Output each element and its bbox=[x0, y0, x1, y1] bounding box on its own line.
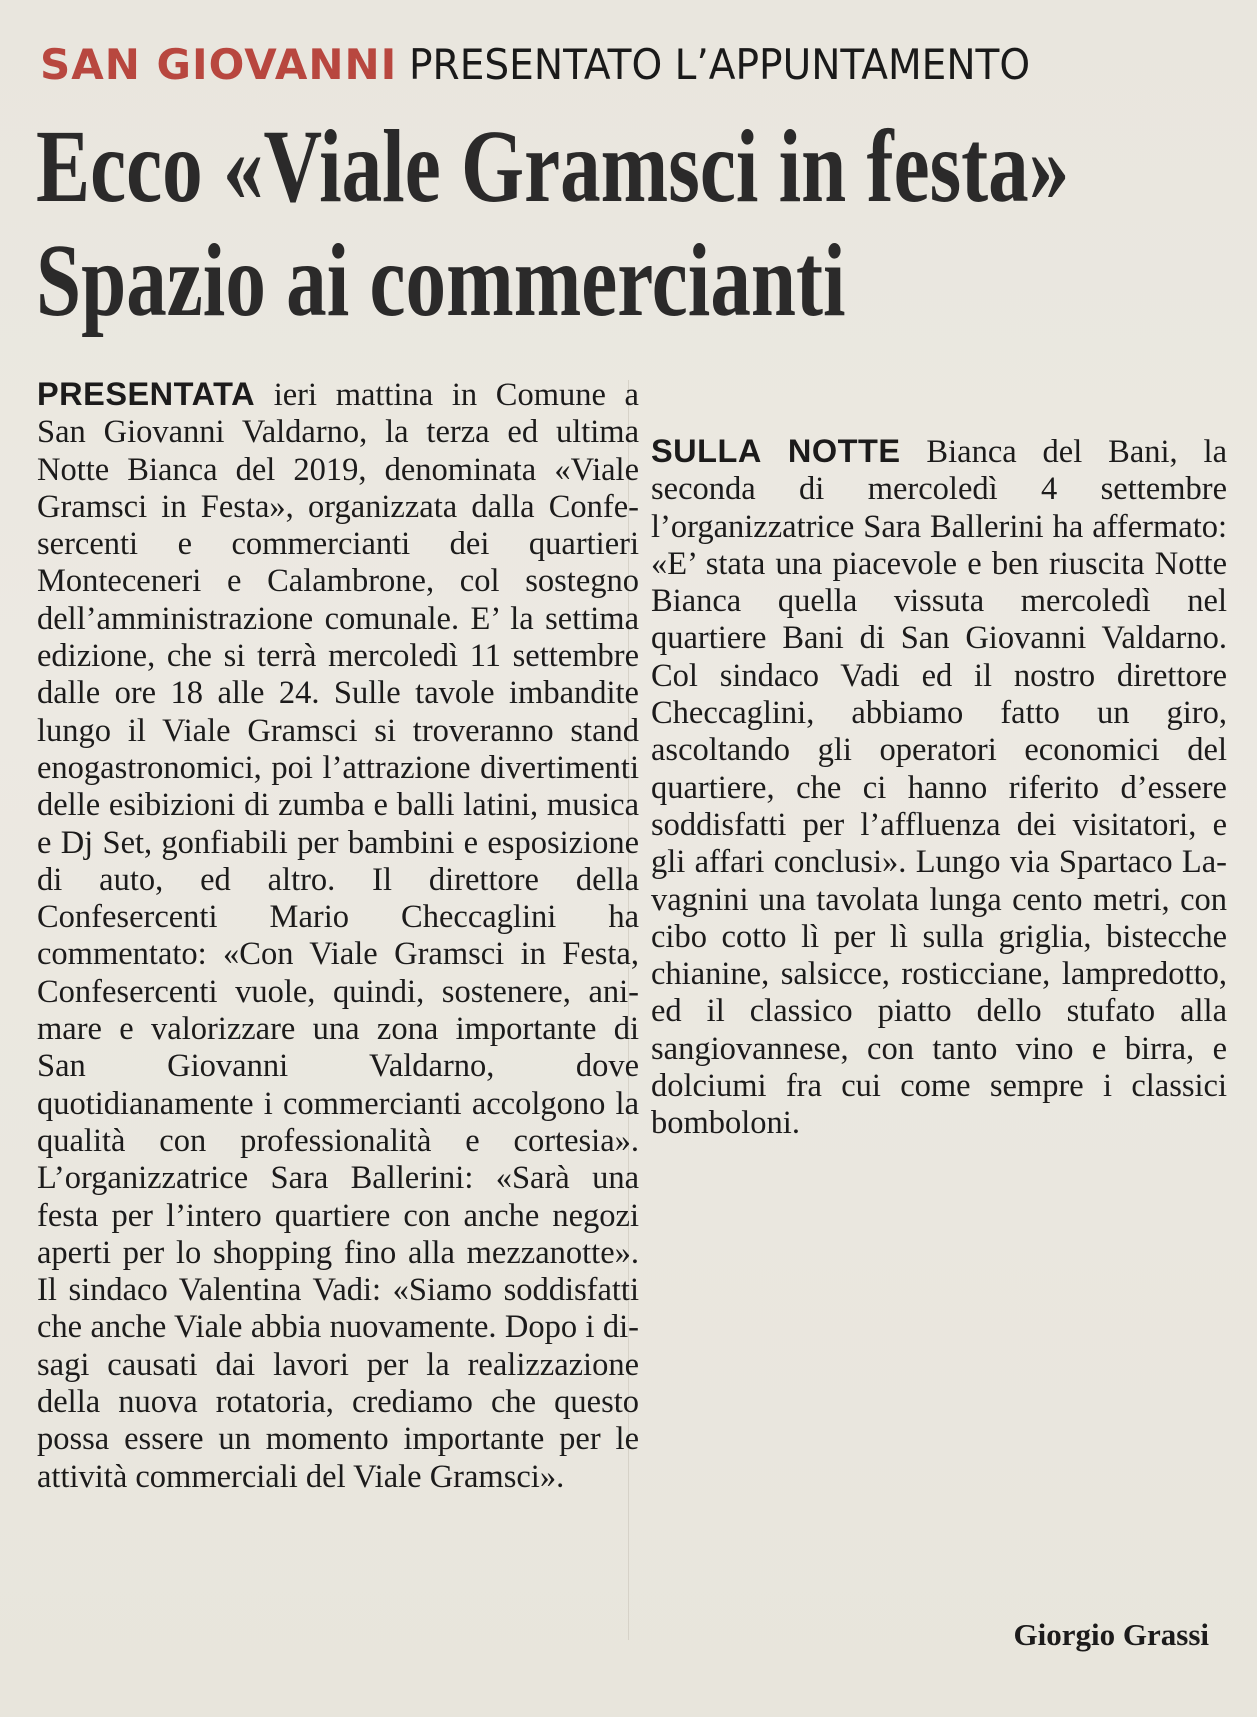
kicker-location: SAN GIOVANNI bbox=[40, 40, 398, 89]
article-paragraph-2 bbox=[651, 433, 1227, 1143]
article-paragraph-1 bbox=[37, 376, 639, 1496]
paragraph-2-lead: SULLA NOTTE bbox=[651, 433, 901, 469]
paragraph-1-text: ieri mattina in Comune a San Giovanni Valdarno, la terza ed ultima Notte Bianca del 2019, denominata «Viale Gramsci in Festa», organizzata dalla Confesercenti e commercianti dei quartieri Monteceneri e Calambrone, col sostegno dell’amministrazione comunale. E’ la settima edizione, che si terrà mercoledì 11 settembre dalle ore 18 alle 24. Sulle tavole imbandite lungo il Viale Gramsci si troveranno stand enogastronomici, poi l’attrazione divertimenti delle esibizioni di zumba e balli latini, musica e Dj Set, gonfiabili per bambini e esposizione di auto, ed altro. Il direttore della Confesercenti Mario Checcaglini ha commentato: «Con Viale Gramsci in Festa, Confesercenti vuole, quindi, sostenere, animare e valorizzare una zona importante di San Giovanni Valdarno, dove quotidianamente i commercianti accolgono la qualità con professionalità e cortesia». L’organizzatrice Sara Ballerini: «Sarà una festa per l’intero quartiere con anche negozi aperti per lo shopping fino alla mezzanotte». Il sindaco Valentina Vadi: «Siamo soddisfatti che anche Viale abbia nuovamente. Dopo i disagi causati dai lavori per la realizzazione della nuova rotatoria, crediamo che questo possa essere un momento importante per le attività commerciali del Viale Gramsci». bbox=[37, 377, 639, 1495]
kicker-topic: PRESENTATO L’APPUNTAMENTO bbox=[409, 40, 1031, 89]
byline: Giorgio Grassi bbox=[1013, 1617, 1209, 1652]
headline-line-1: Ecco «Viale Gramsci in festa» bbox=[36, 109, 1070, 224]
article-column-2 bbox=[651, 393, 1227, 1143]
paragraph-1-lead: PRESENTATA bbox=[37, 376, 256, 412]
paragraph-2-text: Bianca del Bani, la seconda di mercoledì 4 settembre l’organizzatrice Sara Ballerini ha affermato: «E’ stata una piacevole e ben riuscita Notte Bianca quella vissuta mercoledì nel quartiere Bani di San Giovanni Valdarno. Col sindaco Vadi ed il nostro direttore Checcaglini, abbiamo fatto un giro, ascoltando gli operatori economici del quartiere, che ci hanno riferito d’essere soddisfatti per l’affluenza dei visitatori, e gli affari conclusi». Lungo via Spartaco Lavagnini una tavolata lunga cento metri, con cibo cotto lì per lì sulla griglia, bistecche chianine, salsicce, rosticciane, lampredotto, ed il classico piatto dello stufato alla sangiovannese, con tanto vino e birra, e dolciumi fra cui come sempre i classici bomboloni. bbox=[651, 434, 1227, 1142]
headline-line-2: Spazio ai commercianti bbox=[36, 223, 846, 338]
kicker bbox=[40, 40, 1240, 112]
article-column-1 bbox=[37, 376, 639, 1496]
